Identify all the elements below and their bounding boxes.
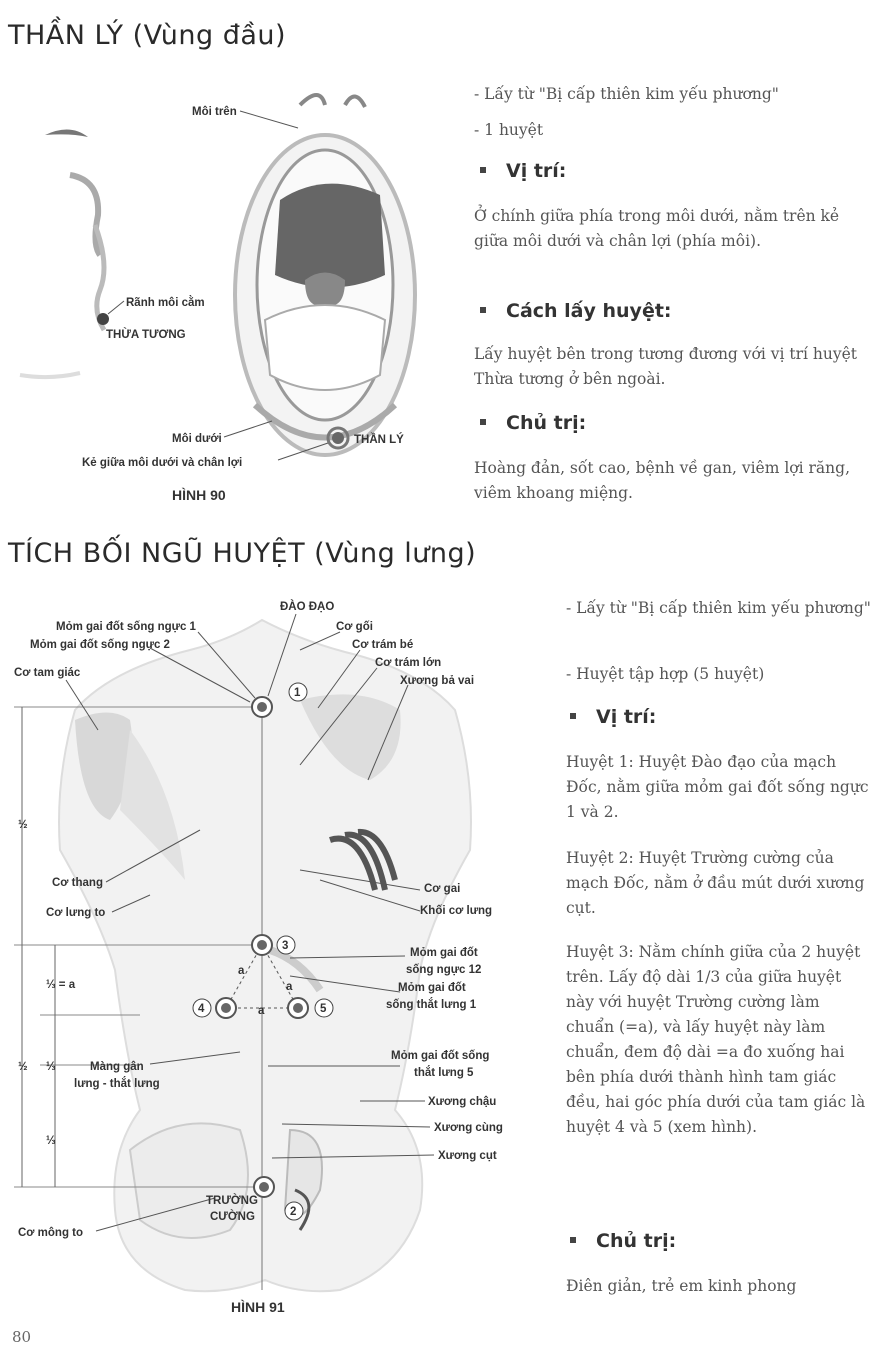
label-t12-line1: Mỏm gai đốt [410,947,478,959]
label-truong-cuong-2: CƯỜNG [210,1211,255,1223]
label-a-bottom: a [258,1005,265,1017]
label-gum-line: Kẻ giữa môi dưới và chân lợi [82,457,243,469]
label-co-lung-to: Cơ lưng to [46,907,106,919]
label-mang-gan-1: Màng gân [90,1061,144,1073]
nose-shape [70,175,100,255]
svg-text:4: 4 [198,1003,205,1015]
label-xuong-cut: Xương cụt [438,1150,497,1162]
heading-location-1: Vị trí: [480,160,566,182]
svg-text:1: 1 [294,687,301,699]
than-ly-point [332,432,344,444]
bullet-icon [570,713,576,719]
svg-text:3: 3 [282,940,289,952]
label-l1-line1: Mỏm gai đốt [398,982,466,994]
bullet-icon [570,1237,576,1243]
method-text-1: Lấy huyệt bên trong tương đương với vị trí huyệt Thừa tương ở bên ngoài. [474,345,858,388]
heading-indication-1: Chủ trị: [480,412,586,434]
section-title-than-ly: THẦN LÝ (Vùng đầu) [8,20,287,51]
label-xuong-cung: Xương cùng [434,1122,503,1134]
figure-90-mouth-illustration [0,75,460,515]
label-third-a: ⅓ = a [46,979,76,991]
label-t2: Mỏm gai đốt sống ngực 2 [30,639,170,651]
label-mang-gan-2: lưng - thắt lưng [74,1078,160,1090]
page-number: 80 [12,1328,32,1346]
bullet-icon [480,419,486,425]
marker-2 [285,1202,303,1220]
label-a-right: a [286,981,293,993]
label-dao-dao: ĐÀO ĐẠO [280,601,335,613]
label-xuong-chau: Xương chậu [428,1096,497,1108]
source-2: - Lấy từ "Bị cấp thiên kim yếu phương" [566,599,871,617]
marker-1 [289,683,307,701]
label-co-mong-to: Cơ mông to [18,1227,84,1239]
bullet-icon [480,167,486,173]
section-title-tich-boi: TÍCH BỐI NGŨ HUYỆT (Vùng lưng) [8,538,477,569]
heading-indication-2: Chủ trị: [570,1230,676,1252]
point-2-text: Huyệt 2: Huyệt Trường cường của mạch Đốc, nằm ở đầu mút dưới xương cụt. [566,849,865,917]
svg-text:5: 5 [320,1003,327,1015]
label-than-ly: THẦN LÝ [354,434,404,446]
label-co-goi: Cơ gối [336,621,373,633]
label-upper-lip: Môi trên [192,106,237,118]
label-half-bottom: ½ [18,1061,28,1073]
count-2: - Huyệt tập hợp (5 huyệt) [566,665,765,683]
uvula [305,273,345,306]
bullet-icon [480,307,486,313]
label-l1-line2: sống thắt lưng 1 [386,999,477,1011]
figure-91-back-illustration [0,590,540,1320]
source-1: - Lấy từ "Bị cấp thiên kim yếu phương" [474,85,779,103]
figure-91-caption: HÌNH 91 [231,1299,285,1315]
point-3-text: Huyệt 3: Nằm chính giữa của 2 huyệt trên. Lấy độ dài 1/3 của giữa huyệt này với huyệt Trường cường làm chuẩn (=a), và lấy huyệt này làm chuẩn, đem độ dài =a đo xuống hai bên phía dưới thành hình tam giác đều, hai góc phía dưới của tam giác là huyệt 4 và 5 (xem hình). [566,943,866,1136]
label-half-top: ½ [18,819,28,831]
label-third-mid: ⅓ [46,1061,56,1073]
label-thua-tuong: THỪA TƯƠNG [106,329,186,341]
svg-text:2: 2 [290,1206,297,1218]
point-1-text: Huyệt 1: Huyệt Đào đạo của mạch Đốc, nằm giữa mỏm gai đốt sống ngực 1 và 2. [566,753,869,821]
heading-method-1: Cách lấy huyệt: [480,300,672,322]
label-xuong-ba-vai: Xương bả vai [400,675,475,687]
label-co-gai: Cơ gai [424,883,461,895]
label-lower-lip: Môi dưới [172,433,222,445]
thua-tuong-point [97,313,109,325]
label-l5-line2: thắt lưng 5 [414,1067,474,1079]
heading-location-2: Vị trí: [570,706,656,728]
count-1: - 1 huyệt [474,121,544,139]
label-co-tram-be: Cơ trám bé [352,639,414,651]
eye-shape [45,129,88,137]
marker-4 [193,999,211,1017]
label-third-bottom: ⅓ [46,1135,56,1147]
label-co-thang: Cơ thang [52,877,103,889]
indication-text-1: Hoàng đản, sốt cao, bệnh về gan, viêm lợi răng, viêm khoang miệng. [474,459,850,502]
indication-text-2: Điên giản, trẻ em kinh phong [566,1277,797,1295]
location-text-1: Ở chính giữa phía trong môi dưới, nằm trên kẻ giữa môi dưới và chân lợi (phía môi). [474,207,840,250]
tongue [265,305,385,390]
palate [275,184,385,288]
label-co-tram-lon: Cơ trám lớn [375,657,442,669]
label-truong-cuong-1: TRƯỜNG [206,1195,258,1207]
label-l5-line1: Mỏm gai đốt sống [391,1050,490,1062]
label-groove: Rãnh môi cằm [126,297,205,309]
label-khoi-co-lung: Khối cơ lưng [420,905,493,917]
figure-90-caption: HÌNH 90 [172,487,226,503]
chin-shape [20,373,80,377]
marker-5 [315,999,333,1017]
label-co-tam-giac: Cơ tam giác [14,667,81,679]
marker-3 [277,936,295,954]
label-a-left: a [238,965,245,977]
label-t12-line2: sống ngực 12 [406,964,482,976]
label-t1: Mỏm gai đốt sống ngực 1 [56,621,196,633]
